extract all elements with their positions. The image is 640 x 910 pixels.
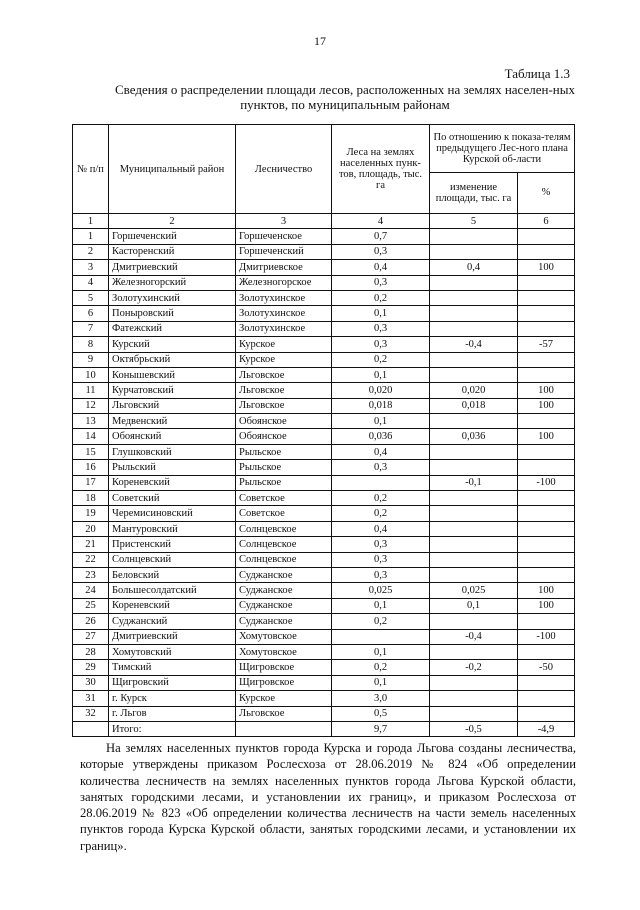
change-value — [430, 290, 518, 305]
change-value — [430, 675, 518, 690]
district-name: Черемисиновский — [109, 506, 236, 521]
row-number: 18 — [73, 491, 109, 506]
row-number: 19 — [73, 506, 109, 521]
area-value: 0,1 — [332, 367, 430, 382]
change-value: 0,020 — [430, 383, 518, 398]
table-row — [73, 475, 575, 490]
row-number: 31 — [73, 691, 109, 706]
district-name: Пристенский — [109, 537, 236, 552]
column-number: 3 — [236, 214, 332, 229]
row-number: 32 — [73, 706, 109, 721]
row-number: 3 — [73, 260, 109, 275]
change-value — [430, 521, 518, 536]
area-value: 0,5 — [332, 706, 430, 721]
table-title: Сведения о распределении площади лесов, расположенных на землях населен-ных пунктов, по муниципальным районам — [115, 82, 575, 112]
percent-value — [518, 691, 575, 706]
table-row — [73, 244, 575, 259]
percent-value — [518, 367, 575, 382]
percent-value — [518, 444, 575, 459]
area-value: 0,1 — [332, 598, 430, 613]
row-number: 12 — [73, 398, 109, 413]
percent-value — [518, 352, 575, 367]
table-row — [73, 398, 575, 413]
forestry-name: Льговское — [236, 383, 332, 398]
area-value: 0,4 — [332, 444, 430, 459]
area-value: 0,3 — [332, 567, 430, 582]
table-row — [73, 660, 575, 675]
district-name: Большесолдатский — [109, 583, 236, 598]
percent-value — [518, 537, 575, 552]
header-forestry: Лесничество — [236, 125, 332, 214]
row-number: 29 — [73, 660, 109, 675]
percent-value — [518, 275, 575, 290]
district-name: Обоянский — [109, 429, 236, 444]
forest-distribution-table — [72, 124, 575, 737]
change-value: -0,2 — [430, 660, 518, 675]
forestry-name: Курское — [236, 352, 332, 367]
percent-value — [518, 706, 575, 721]
district-name: Горшеченский — [109, 229, 236, 244]
change-value — [430, 367, 518, 382]
table-row — [73, 290, 575, 305]
forestry-name: Суджанское — [236, 614, 332, 629]
forestry-name: Солнцевское — [236, 552, 332, 567]
row-number: 30 — [73, 675, 109, 690]
change-value — [430, 644, 518, 659]
district-name: г. Льгов — [109, 706, 236, 721]
percent-value — [518, 321, 575, 336]
table-row — [73, 583, 575, 598]
column-number: 2 — [109, 214, 236, 229]
header-change: изменение площади, тыс. га — [430, 172, 518, 213]
row-number: 28 — [73, 644, 109, 659]
district-name: Глушковский — [109, 444, 236, 459]
total-percent: -4,9 — [518, 721, 575, 736]
area-value: 0,2 — [332, 614, 430, 629]
total-num-cell — [73, 721, 109, 736]
table-row — [73, 414, 575, 429]
district-name: Касторенский — [109, 244, 236, 259]
area-value: 0,018 — [332, 398, 430, 413]
change-value — [430, 444, 518, 459]
forestry-name: Обоянское — [236, 429, 332, 444]
district-name: Дмитриевский — [109, 629, 236, 644]
district-name: г. Курск — [109, 691, 236, 706]
table-row — [73, 337, 575, 352]
row-number: 17 — [73, 475, 109, 490]
row-number: 25 — [73, 598, 109, 613]
district-name: Фатежский — [109, 321, 236, 336]
table-row — [73, 367, 575, 382]
change-value — [430, 491, 518, 506]
column-number-row — [73, 214, 575, 229]
area-value: 0,1 — [332, 414, 430, 429]
change-value — [430, 244, 518, 259]
area-value: 0,3 — [332, 244, 430, 259]
table-row — [73, 614, 575, 629]
area-value — [332, 475, 430, 490]
table-row — [73, 260, 575, 275]
district-name: Щигровский — [109, 675, 236, 690]
table-label: Таблица 1.3 — [504, 66, 570, 81]
area-value: 0,1 — [332, 306, 430, 321]
area-value: 0,025 — [332, 583, 430, 598]
table-row — [73, 383, 575, 398]
table-row — [73, 506, 575, 521]
change-value — [430, 537, 518, 552]
area-value: 0,7 — [332, 229, 430, 244]
table-row — [73, 229, 575, 244]
forestry-name: Советское — [236, 506, 332, 521]
change-value — [430, 552, 518, 567]
percent-value: 100 — [518, 598, 575, 613]
percent-value: -100 — [518, 475, 575, 490]
percent-value — [518, 491, 575, 506]
header-row — [73, 125, 575, 173]
column-number: 6 — [518, 214, 575, 229]
area-value: 0,1 — [332, 675, 430, 690]
district-name: Курский — [109, 337, 236, 352]
forest-table-container — [72, 124, 574, 737]
change-value: 0,4 — [430, 260, 518, 275]
area-value — [332, 629, 430, 644]
district-name: Золотухинский — [109, 290, 236, 305]
header-percent: % — [518, 172, 575, 213]
district-name: Дмитриевский — [109, 260, 236, 275]
change-value — [430, 460, 518, 475]
total-forestry-cell — [236, 721, 332, 736]
area-value: 0,3 — [332, 275, 430, 290]
district-name: Поныровский — [109, 306, 236, 321]
area-value: 0,2 — [332, 290, 430, 305]
forestry-name: Рыльское — [236, 475, 332, 490]
forestry-name: Хомутовское — [236, 629, 332, 644]
change-value: 0,025 — [430, 583, 518, 598]
row-number: 9 — [73, 352, 109, 367]
header-district: Муниципальный район — [109, 125, 236, 214]
district-name: Льговский — [109, 398, 236, 413]
row-number: 13 — [73, 414, 109, 429]
row-number: 23 — [73, 567, 109, 582]
district-name: Кореневский — [109, 598, 236, 613]
change-value — [430, 691, 518, 706]
row-number: 10 — [73, 367, 109, 382]
column-number: 1 — [73, 214, 109, 229]
table-row — [73, 491, 575, 506]
district-name: Курчатовский — [109, 383, 236, 398]
table-row — [73, 429, 575, 444]
row-number: 16 — [73, 460, 109, 475]
forestry-name: Льговское — [236, 367, 332, 382]
percent-value — [518, 460, 575, 475]
change-value: 0,018 — [430, 398, 518, 413]
percent-value — [518, 614, 575, 629]
percent-value — [518, 306, 575, 321]
table-body — [73, 214, 575, 722]
area-value: 0,1 — [332, 644, 430, 659]
percent-value: 100 — [518, 260, 575, 275]
table-row — [73, 460, 575, 475]
forestry-name: Суджанское — [236, 567, 332, 582]
total-label: Итого: — [109, 721, 236, 736]
change-value: 0,036 — [430, 429, 518, 444]
forestry-name: Золотухинское — [236, 290, 332, 305]
change-value — [430, 414, 518, 429]
percent-value: 100 — [518, 383, 575, 398]
change-value: -0,1 — [430, 475, 518, 490]
row-number: 7 — [73, 321, 109, 336]
row-number: 1 — [73, 229, 109, 244]
forestry-name: Дмитриевское — [236, 260, 332, 275]
body-paragraph: На землях населенных пунктов города Курска и города Льгова созданы лесничества, которые утверждены приказом Рослесхоза от 28.06.2019 № 824 «Об определении количества лесничеств на землях населенных пунктов города Льгова Курской области, занятых городскими лесами, и установлении их границ», и приказом Рослесхоза от 28.06.2019 № 823 «Об определении количества лесничеств на части земель населенных пунктов города Курска Курской области, занятых городскими лесами, и установлении их границ». — [80, 741, 576, 853]
table-row — [73, 629, 575, 644]
row-number: 24 — [73, 583, 109, 598]
percent-value: -100 — [518, 629, 575, 644]
percent-value — [518, 567, 575, 582]
percent-value — [518, 414, 575, 429]
table-row — [73, 306, 575, 321]
forestry-name: Льговское — [236, 398, 332, 413]
table-row — [73, 675, 575, 690]
row-number: 22 — [73, 552, 109, 567]
change-value — [430, 352, 518, 367]
change-value — [430, 567, 518, 582]
change-value — [430, 614, 518, 629]
forestry-name: Солнцевское — [236, 537, 332, 552]
row-number: 26 — [73, 614, 109, 629]
change-value — [430, 275, 518, 290]
table-row — [73, 567, 575, 582]
column-number: 4 — [332, 214, 430, 229]
table-row — [73, 521, 575, 536]
total-area: 9,7 — [332, 721, 430, 736]
percent-value: 100 — [518, 429, 575, 444]
forestry-name: Хомутовское — [236, 644, 332, 659]
total-change: -0,5 — [430, 721, 518, 736]
row-number: 20 — [73, 521, 109, 536]
area-value: 0,4 — [332, 521, 430, 536]
row-number: 2 — [73, 244, 109, 259]
forestry-name: Курское — [236, 337, 332, 352]
forestry-name: Горшеченское — [236, 229, 332, 244]
district-name: Солнцевский — [109, 552, 236, 567]
page-number: 17 — [314, 34, 326, 48]
area-value: 0,3 — [332, 552, 430, 567]
district-name: Медвенский — [109, 414, 236, 429]
table-row — [73, 275, 575, 290]
header-compare: По отношению к показа-телям предыдущего Лес-ного плана Курской об-ласти — [430, 125, 575, 173]
change-value — [430, 506, 518, 521]
forestry-name: Золотухинское — [236, 321, 332, 336]
district-name: Тимский — [109, 660, 236, 675]
change-value — [430, 306, 518, 321]
change-value: 0,1 — [430, 598, 518, 613]
table-row — [73, 691, 575, 706]
area-value: 0,4 — [332, 260, 430, 275]
district-name: Рыльский — [109, 460, 236, 475]
percent-value — [518, 244, 575, 259]
row-number: 4 — [73, 275, 109, 290]
forestry-name: Советское — [236, 491, 332, 506]
forestry-name: Рыльское — [236, 460, 332, 475]
district-name: Суджанский — [109, 614, 236, 629]
area-value: 0,2 — [332, 506, 430, 521]
table-row — [73, 706, 575, 721]
row-number: 21 — [73, 537, 109, 552]
percent-value: -57 — [518, 337, 575, 352]
forestry-name: Обоянское — [236, 414, 332, 429]
percent-value — [518, 521, 575, 536]
header-num: № п/п — [73, 125, 109, 214]
row-number: 14 — [73, 429, 109, 444]
area-value: 0,2 — [332, 491, 430, 506]
forestry-name: Горшеченский — [236, 244, 332, 259]
change-value — [430, 321, 518, 336]
area-value: 0,2 — [332, 660, 430, 675]
forestry-name: Золотухинское — [236, 306, 332, 321]
change-value: -0,4 — [430, 629, 518, 644]
forestry-name: Курское — [236, 691, 332, 706]
district-name: Железногорский — [109, 275, 236, 290]
forestry-name: Суджанское — [236, 598, 332, 613]
row-number: 6 — [73, 306, 109, 321]
area-value: 0,036 — [332, 429, 430, 444]
table-row — [73, 321, 575, 336]
table-row — [73, 352, 575, 367]
percent-value: -50 — [518, 660, 575, 675]
district-name: Кореневский — [109, 475, 236, 490]
forestry-name: Железногорское — [236, 275, 332, 290]
table-row — [73, 598, 575, 613]
district-name: Беловский — [109, 567, 236, 582]
column-number: 5 — [430, 214, 518, 229]
change-value — [430, 706, 518, 721]
district-name: Мантуровский — [109, 521, 236, 536]
forestry-name: Щигровское — [236, 675, 332, 690]
row-number: 5 — [73, 290, 109, 305]
forestry-name: Солнцевское — [236, 521, 332, 536]
percent-value: 100 — [518, 398, 575, 413]
percent-value — [518, 229, 575, 244]
district-name: Октябрьский — [109, 352, 236, 367]
table-row — [73, 552, 575, 567]
table-row — [73, 644, 575, 659]
total-row — [73, 721, 575, 736]
area-value: 3,0 — [332, 691, 430, 706]
table-row — [73, 444, 575, 459]
forestry-name: Суджанское — [236, 583, 332, 598]
percent-value: 100 — [518, 583, 575, 598]
district-name: Советский — [109, 491, 236, 506]
row-number: 11 — [73, 383, 109, 398]
area-value: 0,3 — [332, 337, 430, 352]
percent-value — [518, 552, 575, 567]
percent-value — [518, 290, 575, 305]
percent-value — [518, 506, 575, 521]
area-value: 0,3 — [332, 321, 430, 336]
header-area: Леса на землях населенных пунк-тов, площадь, тыс. га — [332, 125, 430, 214]
row-number: 15 — [73, 444, 109, 459]
forestry-name: Льговское — [236, 706, 332, 721]
area-value: 0,3 — [332, 460, 430, 475]
area-value: 0,3 — [332, 537, 430, 552]
percent-value — [518, 675, 575, 690]
change-value — [430, 229, 518, 244]
percent-value — [518, 644, 575, 659]
row-number: 27 — [73, 629, 109, 644]
area-value: 0,2 — [332, 352, 430, 367]
row-number: 8 — [73, 337, 109, 352]
area-value: 0,020 — [332, 383, 430, 398]
change-value: -0,4 — [430, 337, 518, 352]
table-row — [73, 537, 575, 552]
forestry-name: Щигровское — [236, 660, 332, 675]
district-name: Конышевский — [109, 367, 236, 382]
district-name: Хомутовский — [109, 644, 236, 659]
forestry-name: Рыльское — [236, 444, 332, 459]
